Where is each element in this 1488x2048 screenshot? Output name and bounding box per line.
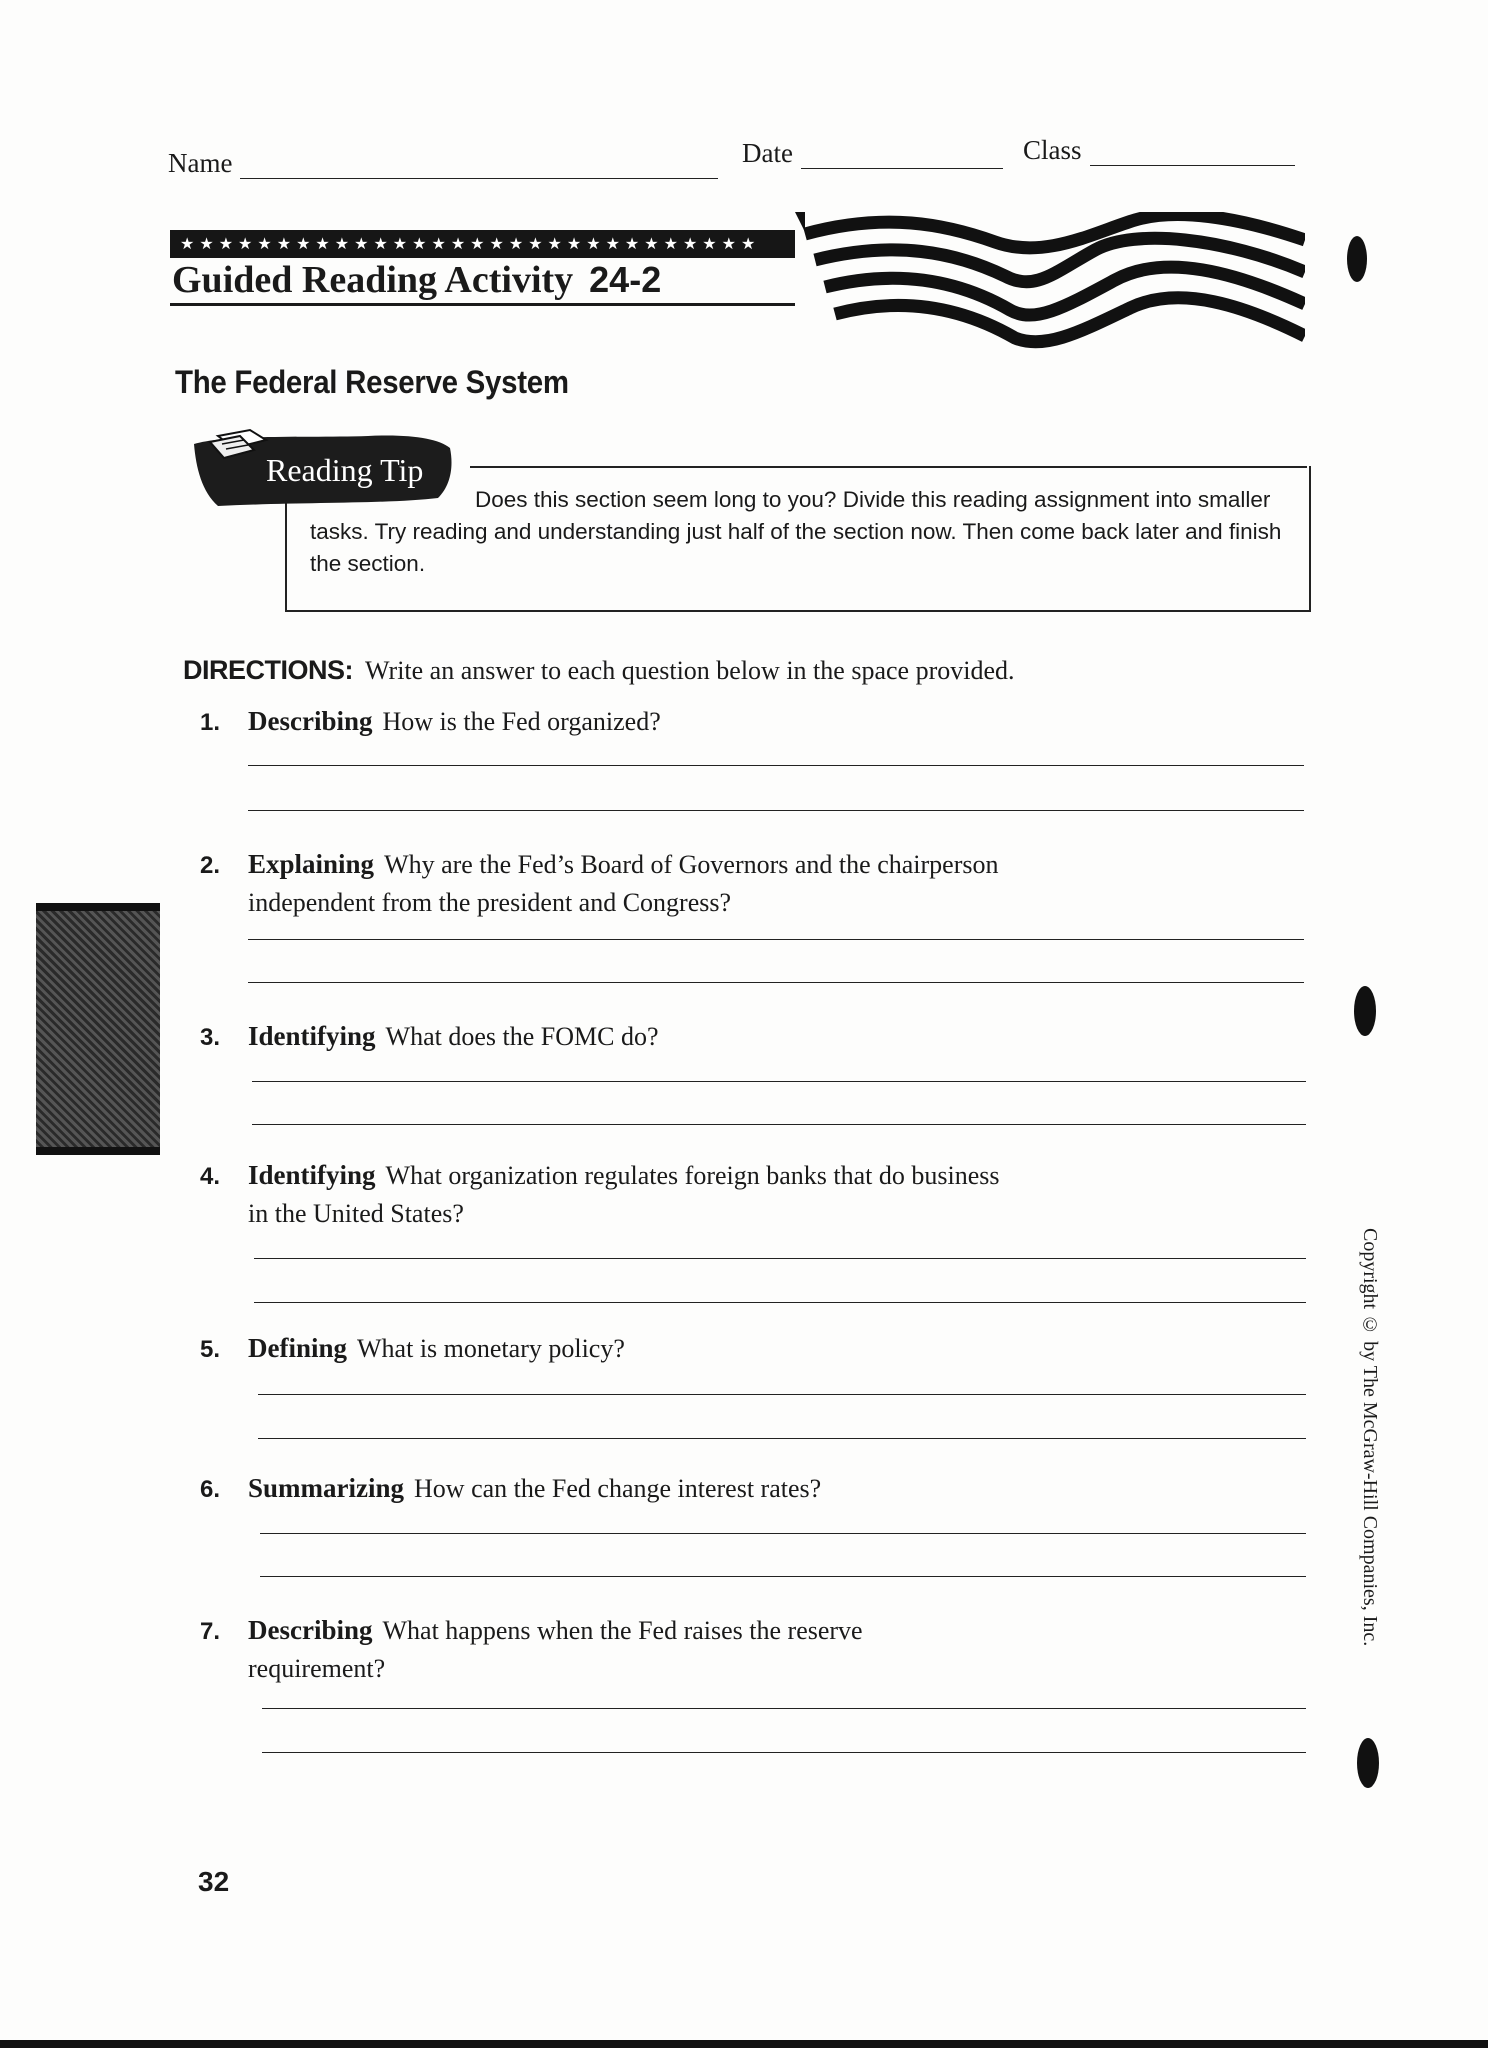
answer-line[interactable]	[252, 1081, 1306, 1082]
question-text: What does the FOMC do?	[385, 1022, 659, 1051]
waving-flag-icon	[795, 212, 1305, 352]
question-text: What is monetary policy?	[357, 1334, 625, 1363]
date-label: Date	[742, 138, 793, 168]
answer-line[interactable]	[248, 939, 1304, 940]
copyright-notice: Copyright © by The McGraw-Hill Companies, Inc.	[1359, 1228, 1381, 1647]
answer-line[interactable]	[254, 1258, 1306, 1259]
title-rule	[170, 303, 830, 306]
question-number: 1.	[200, 709, 221, 736]
question-skill: Defining	[248, 1333, 348, 1363]
question-text-cont: independent from the president and Congress?	[248, 888, 732, 917]
punch-hole-middle	[1354, 986, 1376, 1036]
class-field[interactable]	[1023, 135, 1295, 166]
question-number: 2.	[200, 852, 221, 879]
answer-line[interactable]	[258, 1394, 1306, 1395]
answer-line[interactable]	[252, 1124, 1306, 1125]
question-text: How can the Fed change interest rates?	[414, 1474, 822, 1503]
question-5	[200, 1330, 1310, 1368]
name-field[interactable]	[168, 148, 718, 179]
question-number: 6.	[200, 1476, 221, 1503]
activity-title-text: Guided Reading Activity	[172, 259, 574, 301]
question-number: 3.	[200, 1024, 221, 1051]
question-skill: Identifying	[248, 1160, 376, 1190]
question-2	[200, 846, 1310, 921]
question-number: 4.	[200, 1163, 221, 1190]
question-1	[200, 703, 1310, 741]
question-3	[200, 1018, 1310, 1056]
question-text: How is the Fed organized?	[382, 707, 661, 736]
answer-line[interactable]	[254, 1302, 1306, 1303]
section-title: The Federal Reserve System	[175, 364, 569, 400]
question-7	[200, 1612, 1310, 1687]
answer-line[interactable]	[260, 1533, 1306, 1534]
question-text: What organization regulates foreign banks that do business	[385, 1161, 1000, 1190]
reading-tip-body: Does this section seem long to you? Divide this reading assignment into smaller tasks. Try reading and understanding just half of the section now. Then come back later and finish the section.	[310, 487, 1282, 576]
question-text-cont: in the United States?	[248, 1199, 464, 1228]
answer-line[interactable]	[248, 810, 1304, 811]
star-strip: ★★★★★★★★★★★★★★★★★★★★★★★★★★★★★★	[170, 230, 805, 258]
question-text: What happens when the Fed raises the reserve	[382, 1616, 863, 1645]
question-4	[200, 1157, 1310, 1232]
page-number: 32	[198, 1866, 230, 1897]
activity-number: 24-2	[589, 259, 662, 300]
answer-line[interactable]	[258, 1438, 1306, 1439]
directions-label: DIRECTIONS:	[183, 655, 353, 685]
answer-line[interactable]	[262, 1708, 1306, 1709]
question-skill: Explaining	[248, 849, 375, 879]
reading-tip-text	[310, 484, 1295, 580]
name-blank[interactable]	[240, 178, 718, 179]
question-number: 7.	[200, 1618, 221, 1645]
binder-tab	[36, 903, 160, 1155]
question-skill: Describing	[248, 1615, 373, 1645]
answer-line[interactable]	[248, 982, 1304, 983]
punch-hole-bottom	[1357, 1738, 1379, 1788]
activity-title	[172, 258, 661, 302]
question-text: Why are the Fed’s Board of Governors and the chairperson	[384, 850, 999, 879]
question-text-cont: requirement?	[248, 1654, 386, 1683]
scan-edge	[0, 2040, 1488, 2048]
answer-line[interactable]	[262, 1752, 1306, 1753]
answer-line[interactable]	[260, 1576, 1306, 1577]
date-field[interactable]	[742, 138, 1003, 169]
date-blank[interactable]	[801, 168, 1003, 169]
directions-text: Write an answer to each question below in the space provided.	[365, 656, 1015, 685]
question-number: 5.	[200, 1336, 221, 1363]
name-label: Name	[168, 148, 233, 178]
answer-line[interactable]	[248, 765, 1304, 766]
directions	[183, 655, 1015, 686]
question-skill: Summarizing	[248, 1473, 405, 1503]
punch-hole-top	[1347, 236, 1367, 282]
reading-tip-label: Reading Tip	[266, 452, 424, 488]
question-6	[200, 1470, 1310, 1508]
class-blank[interactable]	[1090, 165, 1295, 166]
question-skill: Identifying	[248, 1021, 376, 1051]
question-skill: Describing	[248, 706, 373, 736]
class-label: Class	[1023, 135, 1082, 165]
